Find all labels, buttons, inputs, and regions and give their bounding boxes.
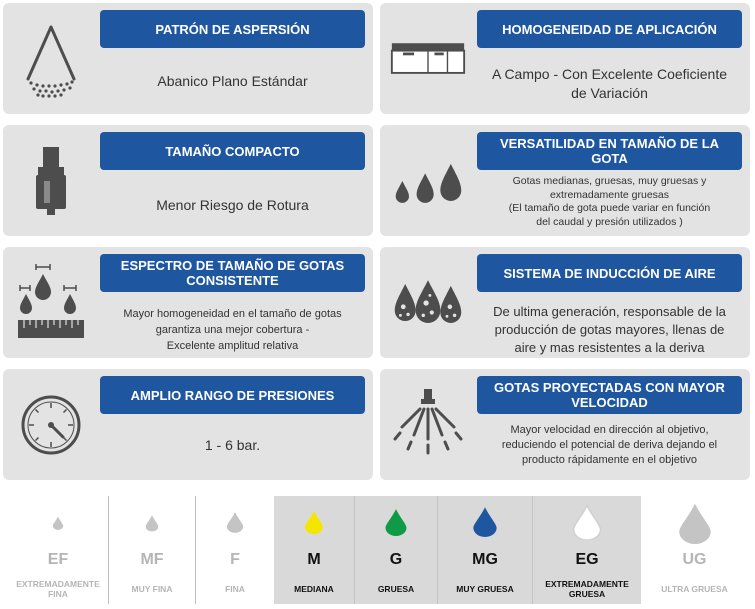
spray-jet-icon [390,383,466,467]
droplet-icon [384,508,408,536]
scale-cell-m [274,496,354,604]
scale-cell-f [196,496,274,604]
scale-name-line: MEDIANA [294,584,334,594]
feature-card-homogeneity [380,3,750,114]
field-boom-icon [390,17,466,101]
spray-fan-icon [13,17,89,101]
feature-card-compact [3,125,373,236]
feature-description-line: Mayor velocidad en dirección al objetivo, [510,424,709,436]
scale-name-line: FINA [225,584,245,594]
feature-description-line: garantiza una mejor cobertura - [155,324,310,336]
feature-description [477,423,742,468]
feature-description-line: Gotas medianas, gruesas, muy gruesas y [512,175,707,187]
measured-drops-icon [13,261,89,345]
droplet-icon [226,511,244,533]
feature-title [100,254,365,292]
feature-title-line: VERSATILIDAD EN TAMAÑO DE LA [499,136,720,151]
scale-code: UG [682,551,707,568]
feature-description-line: aire y mas resistentes a la deriva [514,340,705,355]
scale-name-line: EXTREMADAMENTE [545,579,629,589]
scale-cell-mf [109,496,195,604]
scale-cell-eg [533,496,641,604]
feature-description-line: Mayor homogeneidad en el tamaño de gotas [123,308,342,320]
feature-description-line: del caudal y presión utilizados ) [536,215,683,228]
scale-cell-g [355,496,437,604]
droplet-shape [574,506,601,541]
scale-name [533,579,641,599]
feature-title: HOMOGENEIDAD DE APLICACIÓN [477,10,742,48]
droplet-icon [304,510,324,534]
scale-name [109,584,195,594]
droplet-shape [146,515,159,531]
feature-card-pressure [3,369,373,480]
droplet-icon [572,504,602,540]
scale-name [355,584,437,594]
feature-title: PATRÓN DE ASPERSIÓN [100,10,365,48]
feature-description-line: de Variación [571,85,648,101]
feature-description-line: Excelente amplitud relativa [166,340,299,352]
scale-name-line: MUY GRUESA [456,584,514,594]
droplet-shape [386,509,407,536]
droplet-icon [472,506,498,537]
feature-description [100,306,365,354]
scale-code: M [307,551,321,568]
scale-cell-ef [8,496,108,604]
scale-code: EF [47,551,69,568]
feature-description-line: producto rápidamente en el objetivo [522,454,697,466]
feature-title [477,132,742,170]
droplet-shape [679,504,711,544]
feature-description [477,65,742,103]
feature-title-line: GOTA [591,151,628,166]
scale-code: G [389,551,403,568]
feature-card-spectrum [3,247,373,358]
scale-name [438,584,532,594]
feature-title: SISTEMA DE INDUCCIÓN DE AIRE [477,254,742,292]
feature-description: 1 - 6 bar. [204,437,261,453]
feature-description-line: reduciendo el potencial de deriva dejando el [501,439,718,451]
scale-name-line: GRUESA [377,584,415,594]
scale-name [8,579,108,599]
feature-title: AMPLIO RANGO DE PRESIONES [100,376,365,414]
droplet-shape [53,517,64,530]
scale-name-line: FINA [48,589,68,599]
feature-title-line: CONSISTENTE [186,273,279,288]
feature-title-line: ESPECTRO DE TAMAÑO DE GOTAS [120,258,345,273]
feature-description: Abanico Plano Estándar [157,73,308,89]
scale-name-line: ULTRA GRUESA [661,584,728,594]
feature-card-air [380,247,750,358]
feature-description [477,303,742,357]
three-drops-icon [390,139,466,223]
scale-name-line: MUY FINA [131,584,173,594]
feature-description-line: De ultima generación, responsable de la [493,304,726,319]
feature-title-line: VELOCIDAD [571,395,648,410]
scale-name [196,584,274,594]
feature-title: TAMAÑO COMPACTO [100,132,365,170]
nozzle-icon [13,139,89,223]
droplet-icon [52,516,64,530]
droplet-shape [473,507,496,537]
air-drops-icon [390,261,466,345]
scale-code: MF [140,551,164,568]
feature-description-line: extremadamente gruesas [549,188,670,201]
scale-cell-mg [438,496,532,604]
feature-card-versatility [380,125,750,236]
feature-description-line: (El tamaño de gota puede variar en función [508,202,711,214]
scale-name [641,584,748,594]
feature-title-line: GOTAS PROYECTADAS CON MAYOR [494,380,725,395]
droplet-icon [145,514,159,532]
scale-cell-ug [641,496,748,604]
feature-title [477,376,742,414]
scale-name-line: EXTREMADAMENTE [16,579,100,589]
feature-description-line: producción de gotas mayores, llenas de [494,322,725,337]
feature-description: Menor Riesgo de Rotura [156,197,309,213]
pressure-gauge-icon [13,383,89,467]
scale-code: MG [472,551,498,568]
feature-card-pattern [3,3,373,114]
scale-name [274,584,354,594]
feature-card-velocity [380,369,750,480]
feature-description [477,175,742,229]
droplet-scale-bar [8,496,748,604]
scale-name-line: GRUESA [568,589,606,599]
droplet-shape [227,512,243,533]
feature-description-line: A Campo - Con Excelente Coeficiente [491,66,727,82]
droplet-shape [305,511,323,534]
droplet-icon [677,502,713,544]
scale-code: EG [575,551,599,568]
scale-code: F [230,551,240,568]
